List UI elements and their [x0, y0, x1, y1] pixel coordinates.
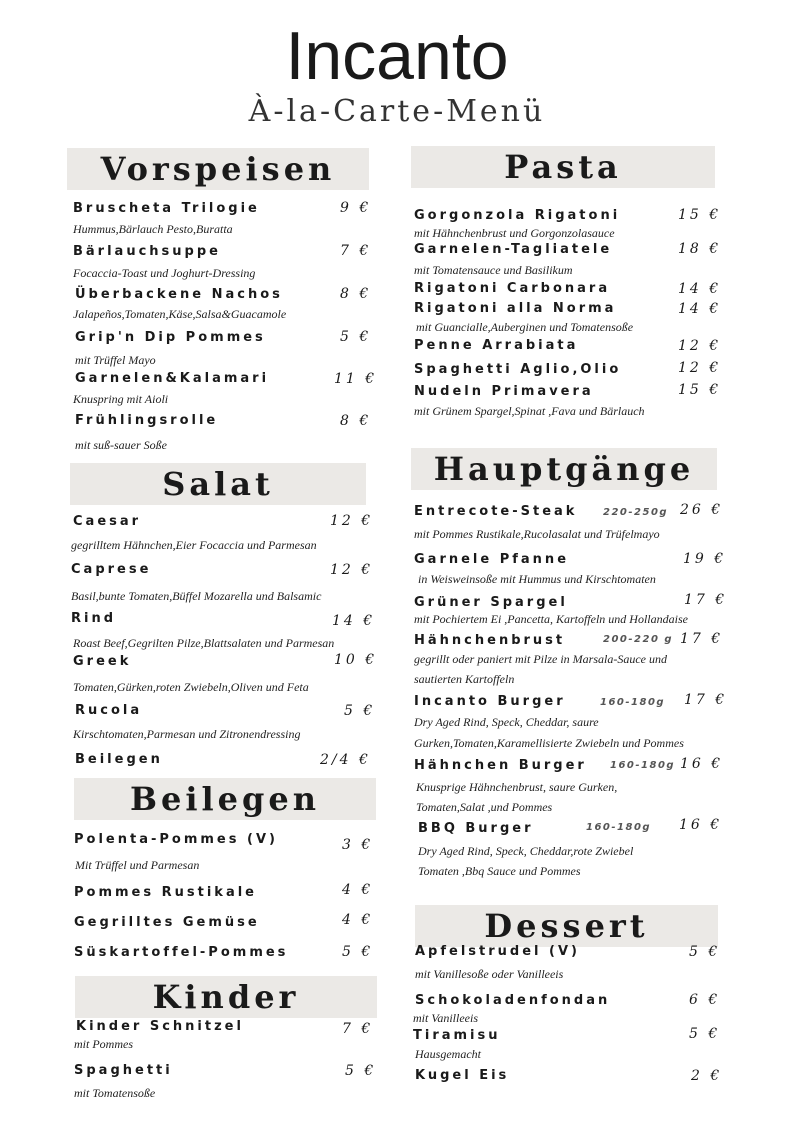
menu-item-name: Nudeln Primavera — [414, 384, 594, 399]
menu-item-price: 17 € — [680, 631, 724, 647]
menu-item-description: Kirschtomaten,Parmesan und Zitronendressing — [73, 727, 301, 741]
menu-item-name: Kinder Schnitzel — [76, 1019, 244, 1034]
menu-item-price: 12 € — [678, 338, 722, 354]
menu-item-name: Polenta-Pommes (V) — [74, 832, 278, 847]
section-heading-kinder: Kinder — [75, 976, 377, 1018]
menu-item-description: mit Vanillesoße oder Vanilleeis — [415, 967, 564, 981]
menu-item-name: Frühlingsrolle — [75, 413, 219, 428]
menu-item-name: Rind — [71, 611, 117, 626]
menu-item-price: 5 € — [340, 329, 372, 345]
section-heading-salat: Salat — [70, 463, 366, 505]
menu-item-name: Gegrilltes Gemüse — [74, 915, 260, 930]
menu-item-name: Bärlauchsuppe — [73, 244, 221, 259]
menu-item-price: 5 € — [344, 703, 376, 719]
menu-item-name: Tiramisu — [413, 1028, 501, 1043]
menu-item-price: 10 € — [334, 652, 378, 668]
menu-item-price: 17 € — [684, 592, 728, 608]
menu-item-description: Basil,bunte Tomaten,Büffel Mozarella und Balsamic — [71, 589, 322, 603]
menu-item-name: Grip'n Dip Pommes — [75, 330, 266, 345]
menu-item-price: 5 € — [689, 1026, 721, 1042]
menu-item-price: 16 € — [680, 756, 724, 772]
menu-item-description: in Weisweinsoße mit Hummus und Kirschtomaten — [418, 572, 656, 586]
menu-item-name: Spaghetti — [74, 1063, 173, 1078]
menu-item-description-line2: Gurken,Tomaten,Karamellisierte Zwiebeln und Pommes — [414, 736, 684, 750]
menu-item-name: Rucola — [75, 703, 143, 718]
menu-item-price: 15 € — [678, 207, 722, 223]
menu-item-name: Rigatoni alla Norma — [414, 301, 617, 316]
menu-item-description-line2: Tomaten,Salat ,und Pommes — [416, 800, 553, 814]
menu-item-price: 5 € — [345, 1063, 377, 1079]
menu-item-description-line2: Tomaten ,Bbq Sauce und Pommes — [418, 864, 581, 878]
menu-item-price: 3 € — [342, 837, 374, 853]
menu-item-price: 26 € — [680, 502, 724, 518]
menu-item-name: Gorgonzola Rigatoni — [414, 208, 621, 223]
menu-item-name: Garnelen&Kalamari — [75, 371, 270, 386]
section-heading-vorspeisen: Vorspeisen — [67, 148, 369, 190]
menu-item-price: 17 € — [684, 692, 728, 708]
menu-item-name: Schokoladenfondan — [415, 993, 611, 1008]
menu-item-price: 18 € — [678, 241, 722, 257]
menu-item-weight: 160-180g — [600, 697, 666, 708]
menu-item-name: Garnele Pfanne — [414, 552, 570, 567]
menu-item-description: Roast Beef,Gegrilten Pilze,Blattsalaten und Parmesan — [73, 636, 335, 650]
menu-item-price: 16 € — [679, 817, 723, 833]
menu-item-description: Mit Trüffel und Parmesan — [75, 858, 200, 872]
menu-item-price: 2/4 € — [320, 752, 371, 768]
menu-item-description: mit Trüffel Mayo — [75, 353, 156, 367]
menu-item-price: 12 € — [678, 360, 722, 376]
menu-item-description: mit Tomatensauce und Basilikum — [414, 263, 573, 277]
menu-item-name: Grüner Spargel — [414, 595, 568, 610]
menu-item-weight: 200-220 g — [603, 634, 674, 645]
menu-item-description-line2: sautierten Kartoffeln — [414, 672, 515, 686]
menu-item-description: Jalapeños,Tomaten,Käse,Salsa&Guacamole — [73, 307, 287, 321]
menu-item-price: 9 € — [340, 200, 372, 216]
menu-item-price: 8 € — [340, 286, 372, 302]
menu-item-name: Incanto Burger — [414, 694, 566, 709]
menu-item-price: 7 € — [342, 1021, 374, 1037]
menu-item-description: Dry Aged Rind, Speck, Cheddar, saure — [414, 715, 599, 729]
menu-item-price: 14 € — [678, 281, 722, 297]
menu-item-description: mit Hähnchenbrust und Gorgonzolasauce — [414, 226, 615, 240]
menu-item-description: Dry Aged Rind, Speck, Cheddar,rote Zwiebel — [418, 844, 634, 858]
menu-subtitle: À-la-Carte-Menü — [248, 94, 546, 129]
menu-item-description: mit Pommes — [74, 1037, 133, 1051]
menu-item-description: mit Pochiertem Ei ,Pancetta, Kartoffeln und Hollandaise — [414, 612, 688, 626]
restaurant-title: Incanto — [285, 18, 509, 94]
menu-item-name: Spaghetti Aglio,Olio — [414, 362, 622, 377]
menu-item-name: Apfelstrudel (V) — [415, 944, 580, 959]
menu-item-description: gegrillt oder paniert mit Pilze in Marsala-Sauce und — [414, 652, 667, 666]
menu-item-name: Penne Arrabiata — [414, 338, 579, 353]
menu-item-description: Knuspring mit Aioli — [73, 392, 169, 406]
menu-item-name: BBQ Burger — [418, 821, 534, 836]
menu-item-price: 11 € — [334, 371, 378, 387]
menu-item-name: Bruscheta Trilogie — [73, 201, 260, 216]
menu-item-price: 5 € — [689, 944, 721, 960]
menu-item-description: mit suß-sauer Soße — [75, 438, 167, 452]
section-heading-beilegen: Beilegen — [74, 778, 376, 820]
menu-item-name: Entrecote-Steak — [414, 504, 578, 519]
menu-item-weight: 160-180g — [610, 760, 676, 771]
menu-item-price: 8 € — [340, 413, 372, 429]
menu-item-description: Knusprige Hähnchenbrust, saure Gurken, — [416, 780, 618, 794]
menu-item-price: 15 € — [678, 382, 722, 398]
menu-item-price: 14 € — [678, 301, 722, 317]
menu-item-description: mit Guancialle,Auberginen und Tomatensoße — [416, 320, 634, 334]
menu-item-name: Süskartoffel-Pommes — [74, 945, 289, 960]
menu-item-description: mit Pommes Rustikale,Rucolasalat und Trüfelmayo — [414, 527, 660, 541]
menu-item-weight: 220-250g — [603, 507, 669, 518]
menu-item-name: Kugel Eis — [415, 1068, 510, 1083]
menu-item-name: Garnelen-Tagliatele — [414, 242, 613, 257]
menu-item-name: Hähnchenbrust — [414, 633, 566, 648]
menu-item-price: 4 € — [342, 912, 374, 928]
section-heading-hauptgaenge: Hauptgänge — [411, 448, 717, 490]
menu-item-price: 4 € — [342, 882, 374, 898]
menu-item-name: Pommes Rustikale — [74, 885, 257, 900]
menu-item-name: Rigatoni Carbonara — [414, 281, 611, 296]
menu-item-price: 12 € — [330, 513, 374, 529]
menu-item-price: 19 € — [683, 551, 727, 567]
menu-item-name: Beilegen — [75, 752, 163, 767]
menu-item-price: 6 € — [689, 992, 721, 1008]
menu-item-description: mit Vanilleeis — [413, 1011, 478, 1025]
menu-item-name: Caprese — [71, 562, 152, 577]
menu-item-price: 7 € — [340, 243, 372, 259]
menu-item-price: 2 € — [691, 1068, 723, 1084]
menu-item-price: 14 € — [332, 613, 376, 629]
menu-item-description: mit Tomatensoße — [74, 1086, 156, 1100]
menu-item-description: Hummus,Bärlauch Pesto,Buratta — [73, 222, 233, 236]
menu-item-description: mit Grünem Spargel,Spinat ,Fava und Bärlauch — [414, 404, 645, 418]
menu-item-description: gegrilltem Hähnchen,Eier Focaccia und Parmesan — [71, 538, 317, 552]
menu-item-description: Tomaten,Gürken,roten Zwiebeln,Oliven und Feta — [73, 680, 309, 694]
menu-item-name: Hähnchen Burger — [414, 758, 587, 773]
menu-item-description: Hausgemacht — [415, 1047, 481, 1061]
menu-item-name: Überbackene Nachos — [75, 287, 283, 302]
menu-item-price: 5 € — [342, 944, 374, 960]
menu-item-name: Caesar — [73, 514, 142, 529]
menu-item-weight: 160-180g — [586, 822, 652, 833]
menu-item-description: Focaccia-Toast und Joghurt-Dressing — [73, 266, 256, 280]
menu-item-price: 12 € — [330, 562, 374, 578]
section-heading-dessert: Dessert — [415, 905, 718, 947]
section-heading-pasta: Pasta — [411, 146, 715, 188]
menu-item-name: Greek — [73, 654, 132, 669]
